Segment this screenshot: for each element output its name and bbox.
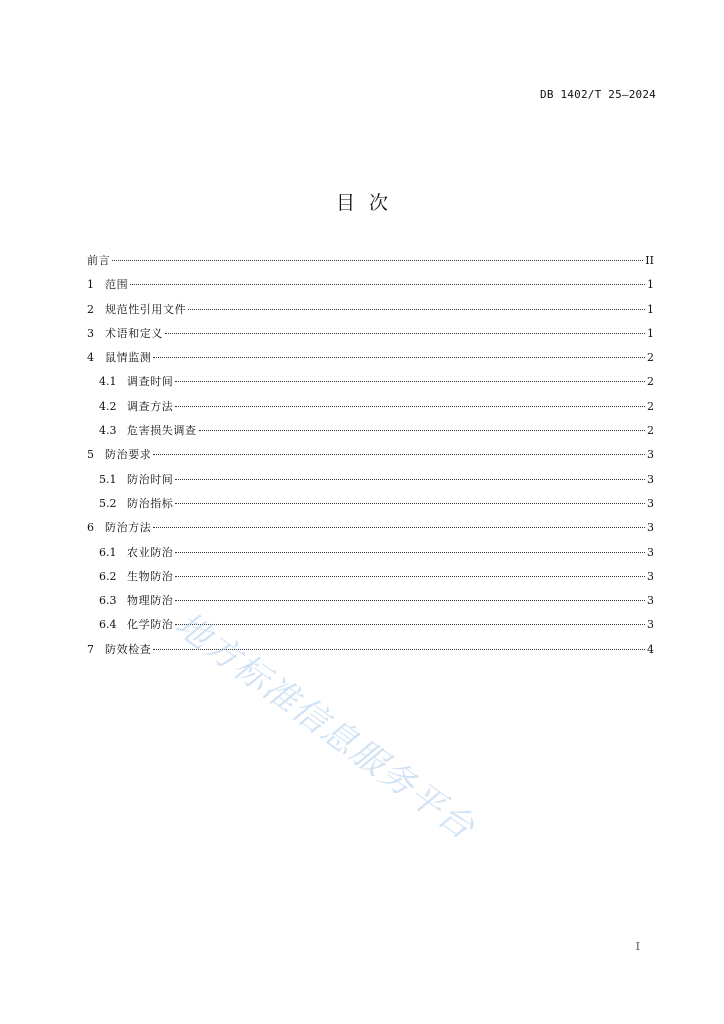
- toc-entry[interactable]: [87, 446, 654, 470]
- toc-entry[interactable]: [87, 616, 654, 640]
- toc-entry[interactable]: [87, 568, 654, 592]
- toc-entry-page: II: [645, 254, 654, 267]
- toc-entry-number: 5: [87, 448, 94, 462]
- toc-leader-dots: [153, 454, 645, 455]
- toc-entry-page: 1: [647, 326, 654, 340]
- toc-entry-label: 规范性引用文件: [105, 302, 187, 316]
- toc-leader-dots: [175, 600, 645, 601]
- toc-entry-label: 防治要求: [105, 448, 152, 462]
- toc-entry[interactable]: [87, 252, 654, 276]
- toc-leader-dots: [175, 624, 645, 625]
- toc-entry[interactable]: [87, 422, 654, 446]
- toc-entry-label: 生物防治: [127, 569, 174, 583]
- toc-leader-dots: [175, 576, 645, 577]
- toc-entry-page: 3: [647, 496, 654, 510]
- toc-entry-number: 5.1: [99, 472, 117, 486]
- toc-leader-dots: [175, 406, 645, 407]
- toc-entry-number: 1: [87, 278, 94, 292]
- toc-leader-dots: [175, 381, 645, 382]
- document-code: DB 1402/T 25—2024: [540, 88, 656, 101]
- toc-entry-page: 1: [647, 278, 654, 292]
- toc-entry-page: 3: [647, 594, 654, 608]
- toc-entry-label: 前言: [87, 254, 111, 267]
- toc-entry[interactable]: [87, 276, 654, 300]
- toc-entry[interactable]: [87, 325, 654, 349]
- toc-entry-number: 3: [87, 326, 94, 340]
- toc-entry[interactable]: [87, 641, 654, 665]
- toc-entry[interactable]: [87, 471, 654, 495]
- toc-entry-page: 3: [647, 569, 654, 583]
- toc-entry-number: 4: [87, 351, 94, 365]
- toc-entry-page: 4: [647, 642, 654, 656]
- toc-entry-number: 4.1: [99, 375, 117, 389]
- toc-leader-dots: [175, 552, 645, 553]
- toc-leader-dots: [112, 260, 643, 261]
- toc-entry-page: 3: [647, 521, 654, 535]
- toc-entry-number: 6.1: [99, 545, 117, 559]
- toc-entry-number: 6.3: [99, 594, 117, 608]
- toc-leader-dots: [153, 357, 645, 358]
- toc-entry-number: 7: [87, 642, 94, 656]
- toc-leader-dots: [175, 479, 645, 480]
- toc-entry-label: 术语和定义: [105, 326, 163, 340]
- toc-entry-number: 6: [87, 521, 94, 535]
- toc-entry-page: 3: [647, 618, 654, 632]
- toc-entry-page: 2: [647, 424, 654, 438]
- toc-entry-number: 4.2: [99, 399, 117, 413]
- toc-entry-number: 6.4: [99, 618, 117, 632]
- toc-entry-label: 调查时间: [127, 375, 174, 389]
- toc-leader-dots: [199, 430, 645, 431]
- table-of-contents: [87, 252, 654, 665]
- toc-entry[interactable]: [87, 373, 654, 397]
- toc-entry[interactable]: [87, 398, 654, 422]
- toc-leader-dots: [175, 503, 645, 504]
- toc-entry[interactable]: [87, 495, 654, 519]
- watermark: 地方标准信息服务平台: [167, 604, 483, 849]
- toc-leader-dots: [153, 649, 645, 650]
- toc-entry-label: 防治指标: [127, 496, 174, 510]
- toc-entry-number: 4.3: [99, 424, 117, 438]
- toc-leader-dots: [165, 333, 645, 334]
- toc-entry-label: 调查方法: [127, 399, 174, 413]
- toc-entry-label: 物理防治: [127, 594, 174, 608]
- toc-entry-page: 3: [647, 545, 654, 559]
- toc-entry-number: 6.2: [99, 569, 117, 583]
- toc-leader-dots: [130, 284, 645, 285]
- toc-entry[interactable]: [87, 544, 654, 568]
- toc-entry-label: 农业防治: [127, 545, 174, 559]
- toc-entry-label: 防治时间: [127, 472, 174, 486]
- toc-title: 目次: [335, 192, 402, 214]
- toc-leader-dots: [188, 309, 645, 310]
- toc-entry-page: 2: [647, 375, 654, 389]
- toc-entry-label: 防效检查: [105, 642, 152, 656]
- toc-entry[interactable]: [87, 519, 654, 543]
- toc-entry[interactable]: [87, 301, 654, 325]
- toc-entry-label: 鼠情监测: [105, 351, 152, 365]
- toc-entry-page: 2: [647, 351, 654, 365]
- toc-entry-number: 5.2: [99, 496, 117, 510]
- toc-entry-label: 范围: [105, 278, 129, 292]
- toc-entry-label: 防治方法: [105, 521, 152, 535]
- toc-entry-label: 化学防治: [127, 618, 174, 632]
- toc-entry-label: 危害损失调查: [127, 424, 197, 438]
- toc-entry-page: 3: [647, 448, 654, 462]
- toc-entry[interactable]: [87, 349, 654, 373]
- toc-entry-page: 1: [647, 302, 654, 316]
- toc-leader-dots: [153, 527, 645, 528]
- toc-entry-page: 2: [647, 399, 654, 413]
- toc-entry-page: 3: [647, 472, 654, 486]
- toc-entry-number: 2: [87, 302, 94, 316]
- page-number: I: [635, 940, 640, 953]
- toc-entry[interactable]: [87, 592, 654, 616]
